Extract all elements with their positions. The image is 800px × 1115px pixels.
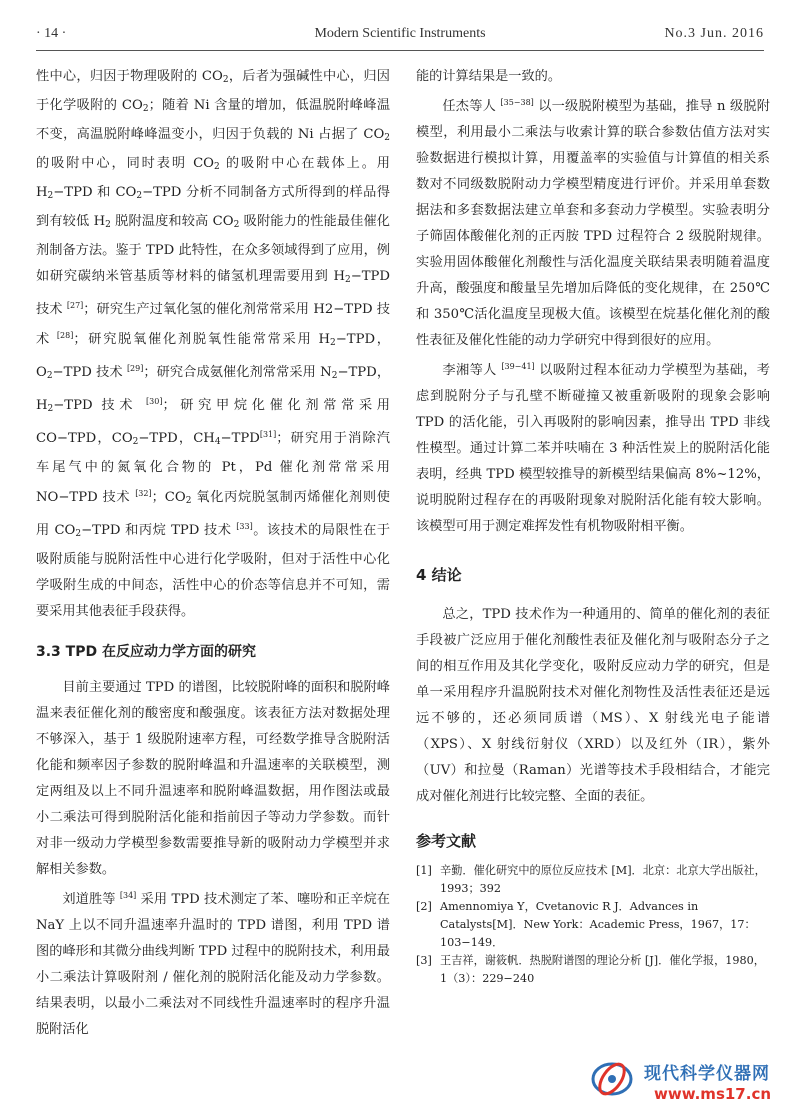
references-heading: 参考文献 (416, 832, 477, 850)
right-column (416, 64, 770, 988)
reference-list (416, 862, 770, 988)
journal-name: Modern Scientific Instruments (314, 26, 486, 41)
header-rule (36, 50, 764, 51)
citation: [35−38] (500, 98, 534, 107)
section-heading-3-3: 3.3 TPD 在反应动力学方面的研究 (36, 644, 256, 660)
citation: [28] (56, 331, 74, 340)
page-number: · 14 · (36, 26, 67, 41)
section-heading-conclusion: 4 结论 (416, 566, 462, 584)
paragraph-liu-daosheng: 刘道胜等 [34] 采用 TPD 技术测定了苯、噻吩和正辛烷在 NaY 上以不同升温速率升温时的 TPD 谱图，利用 TPD 谱图的峰形和其微分曲线判断 TPD 过程中的脱附技术，利用最小二乘法计算吸附剂 / 催化剂的脱附活化能及动力学参数。结果表明，以最小二乘法对不同线性升温速率时的程序升温脱附活化 (36, 891, 390, 1037)
reference-item: [1] 辛勤．催化研究中的原位反应技术 [M]．北京：北京大学出版社，1993；392 (416, 864, 766, 895)
citation: [27] (66, 301, 84, 310)
citation: [32] (135, 489, 152, 498)
citation: [31] (259, 430, 277, 439)
paragraph-ren-jie: 任杰等人 [35−38] 以一级脱附模型为基础，推导 n 级脱附模型，利用最小二乘法与收索计算的联合参数估值方法对实验数据进行模拟计算，用覆盖率的实验值与计算值的相关系数对不同级数脱附动力学模型精度进行评价。并采用单套数据法和多套数据法建立单套和多套动力学模型。实验表明分子筛固体酸催化剂的正丙胺 TPD 过程符合 2 级脱附规律。实验用固体酸催化剂酸性与活化温度关联结果表明随着温度升高，酸强度和酸量呈先增加后降低的变化规律，在 250℃和 350℃活化温度呈现极大值。该模型在烷基化催化剂的酸性表征及催化性能的动力学研究中得到很好的应用。 (416, 98, 770, 348)
reference-item: [3] 王吉祥，谢筱帆．热脱附谱图的理论分析 [J]．催化学报，1980，1（3）：229−240 (416, 954, 765, 985)
site-watermark (590, 1053, 790, 1109)
paragraph-continuation: 能的计算结果是一致的。 (416, 69, 562, 84)
running-header (36, 26, 764, 48)
citation: [29] (126, 364, 144, 373)
watermark-url: www.ms17.cn (654, 1085, 772, 1103)
citation: [33] (236, 522, 253, 531)
globe-logo-icon (590, 1057, 634, 1101)
citation: [34] (119, 891, 137, 900)
citation: [39−41] (501, 362, 535, 371)
issue-info: No.3 Jun. 2016 (664, 26, 764, 41)
reference-item: [2] Amennomiya Y，Cvetanovic R J．Advances in Catalysts[M]．New York：Academic Press，1967，17：103−149． (416, 900, 756, 949)
paragraph-kinetics-intro: 目前主要通过 TPD 的谱图，比较脱附峰的面积和脱附峰温来表征催化剂的酸密度和酸强度。该表征方法对数据处理不够深入，基于 1 级脱附速率方程，可经数学推导含脱附活化能和频率因子参数的脱附峰温和升温速率的关联模型，测定两组及以上不同升温速率和脱附峰温数据，用作图法或最小二乘法可得到脱附活化能和指前因子等动力学参数。而针对非一级动力学模型参数需要推导新的吸附动力学模型并求解相关参数。 (36, 680, 390, 877)
left-column (36, 64, 390, 1043)
paragraph-tpd-applications: 性中心，归因于物理吸附的 $CO_2$，后者为强碱性中心，归因于化学吸附的 $CO_2$；随着 Ni 含量的增加，低温脱附峰峰温不变，高温脱附峰峰温变小，归因于负载的 Ni 占据了 $CO_2$ 的吸附中心，同时表明 $CO_2$ 的吸附中心在载体上。用 $H_2-TPD$ 和 $CO_2-TPD$ 分析不同制备方式所得到的样品得到有较低 $H_2$ 脱附温度和较高 $CO_2$ 吸附能力的性能最佳催化剂制备方法。鉴于 TPD 此特性，在众多领域得到了应用，例如研究碳纳米管基质等材料的储氢机理需要用到 $H_2-TPD$ 技术 [27]；研究生产过氧化氢的催化剂常常采用 H2−TPD 技术 [28]；研究脱氧催化剂脱氧性能常常采用 $H_2-TPD$，$O_2-TPD$ 技术 [29]；研究合成氨催化剂常常采用 $N_2-TPD$，$H_2-TPD$ 技术 [30]；研究甲烷化催化剂常常采用 CO−TPD，$CO_2-TPD$，$CH_4-TPD[31]$；研究用于消除汽车尾气中的氮氧化合物的 Pt，Pd 催化剂常常采用 NO−TPD 技术 [32]；$CO_2$ 氧化丙烷脱氢制丙烯催化剂则使用 $CO_2-TPD$ 和丙烷 TPD 技术 [33]。该技术的局限性在于吸附质能与脱附活性中心进行化学吸附，但对于活性中心化学吸附生成的中间态，活性中心的价态等信息并不可知，需要采用其他表征手段获得。 (36, 69, 391, 619)
citation: [30] (146, 397, 163, 406)
watermark-title: 现代科学仪器网 (644, 1064, 770, 1084)
paragraph-li-xiang: 李湘等人 [39−41] 以吸附过程本征动力学模型为基础，考虑到脱附分子与孔壁不断碰撞又被重新吸附的现象会影响 TPD 的活化能，引入再吸附的影响因素，推导出 TPD 非线性模型。通过计算二苯并呋喃在 3 种活性炭上的脱附活化能表明，经典 TPD 模型较推导的新模型结果偏高 8%~12%，说明脱附过程存在的再吸附现象对脱附活化能有较大影响。该模型可用于测定难挥发性有机物吸附相平衡。 (416, 362, 770, 534)
paragraph-conclusion: 总之，TPD 技术作为一种通用的、简单的催化剂的表征手段被广泛应用于催化剂酸性表征及催化剂与吸附态分子之间的相互作用及其化学变化，吸附反应动力学的研究，但是单一采用程序升温脱附技术对催化剂物性及活性表征还是远远不够的，还必须同质谱（MS）、X 射线光电子能谱（XPS）、X 射线衍射仪（XRD）以及红外（IR），紫外（UV）和拉曼（Raman）光谱等技术手段相结合，才能完成对催化剂进行比较完整、全面的表征。 (416, 607, 770, 804)
